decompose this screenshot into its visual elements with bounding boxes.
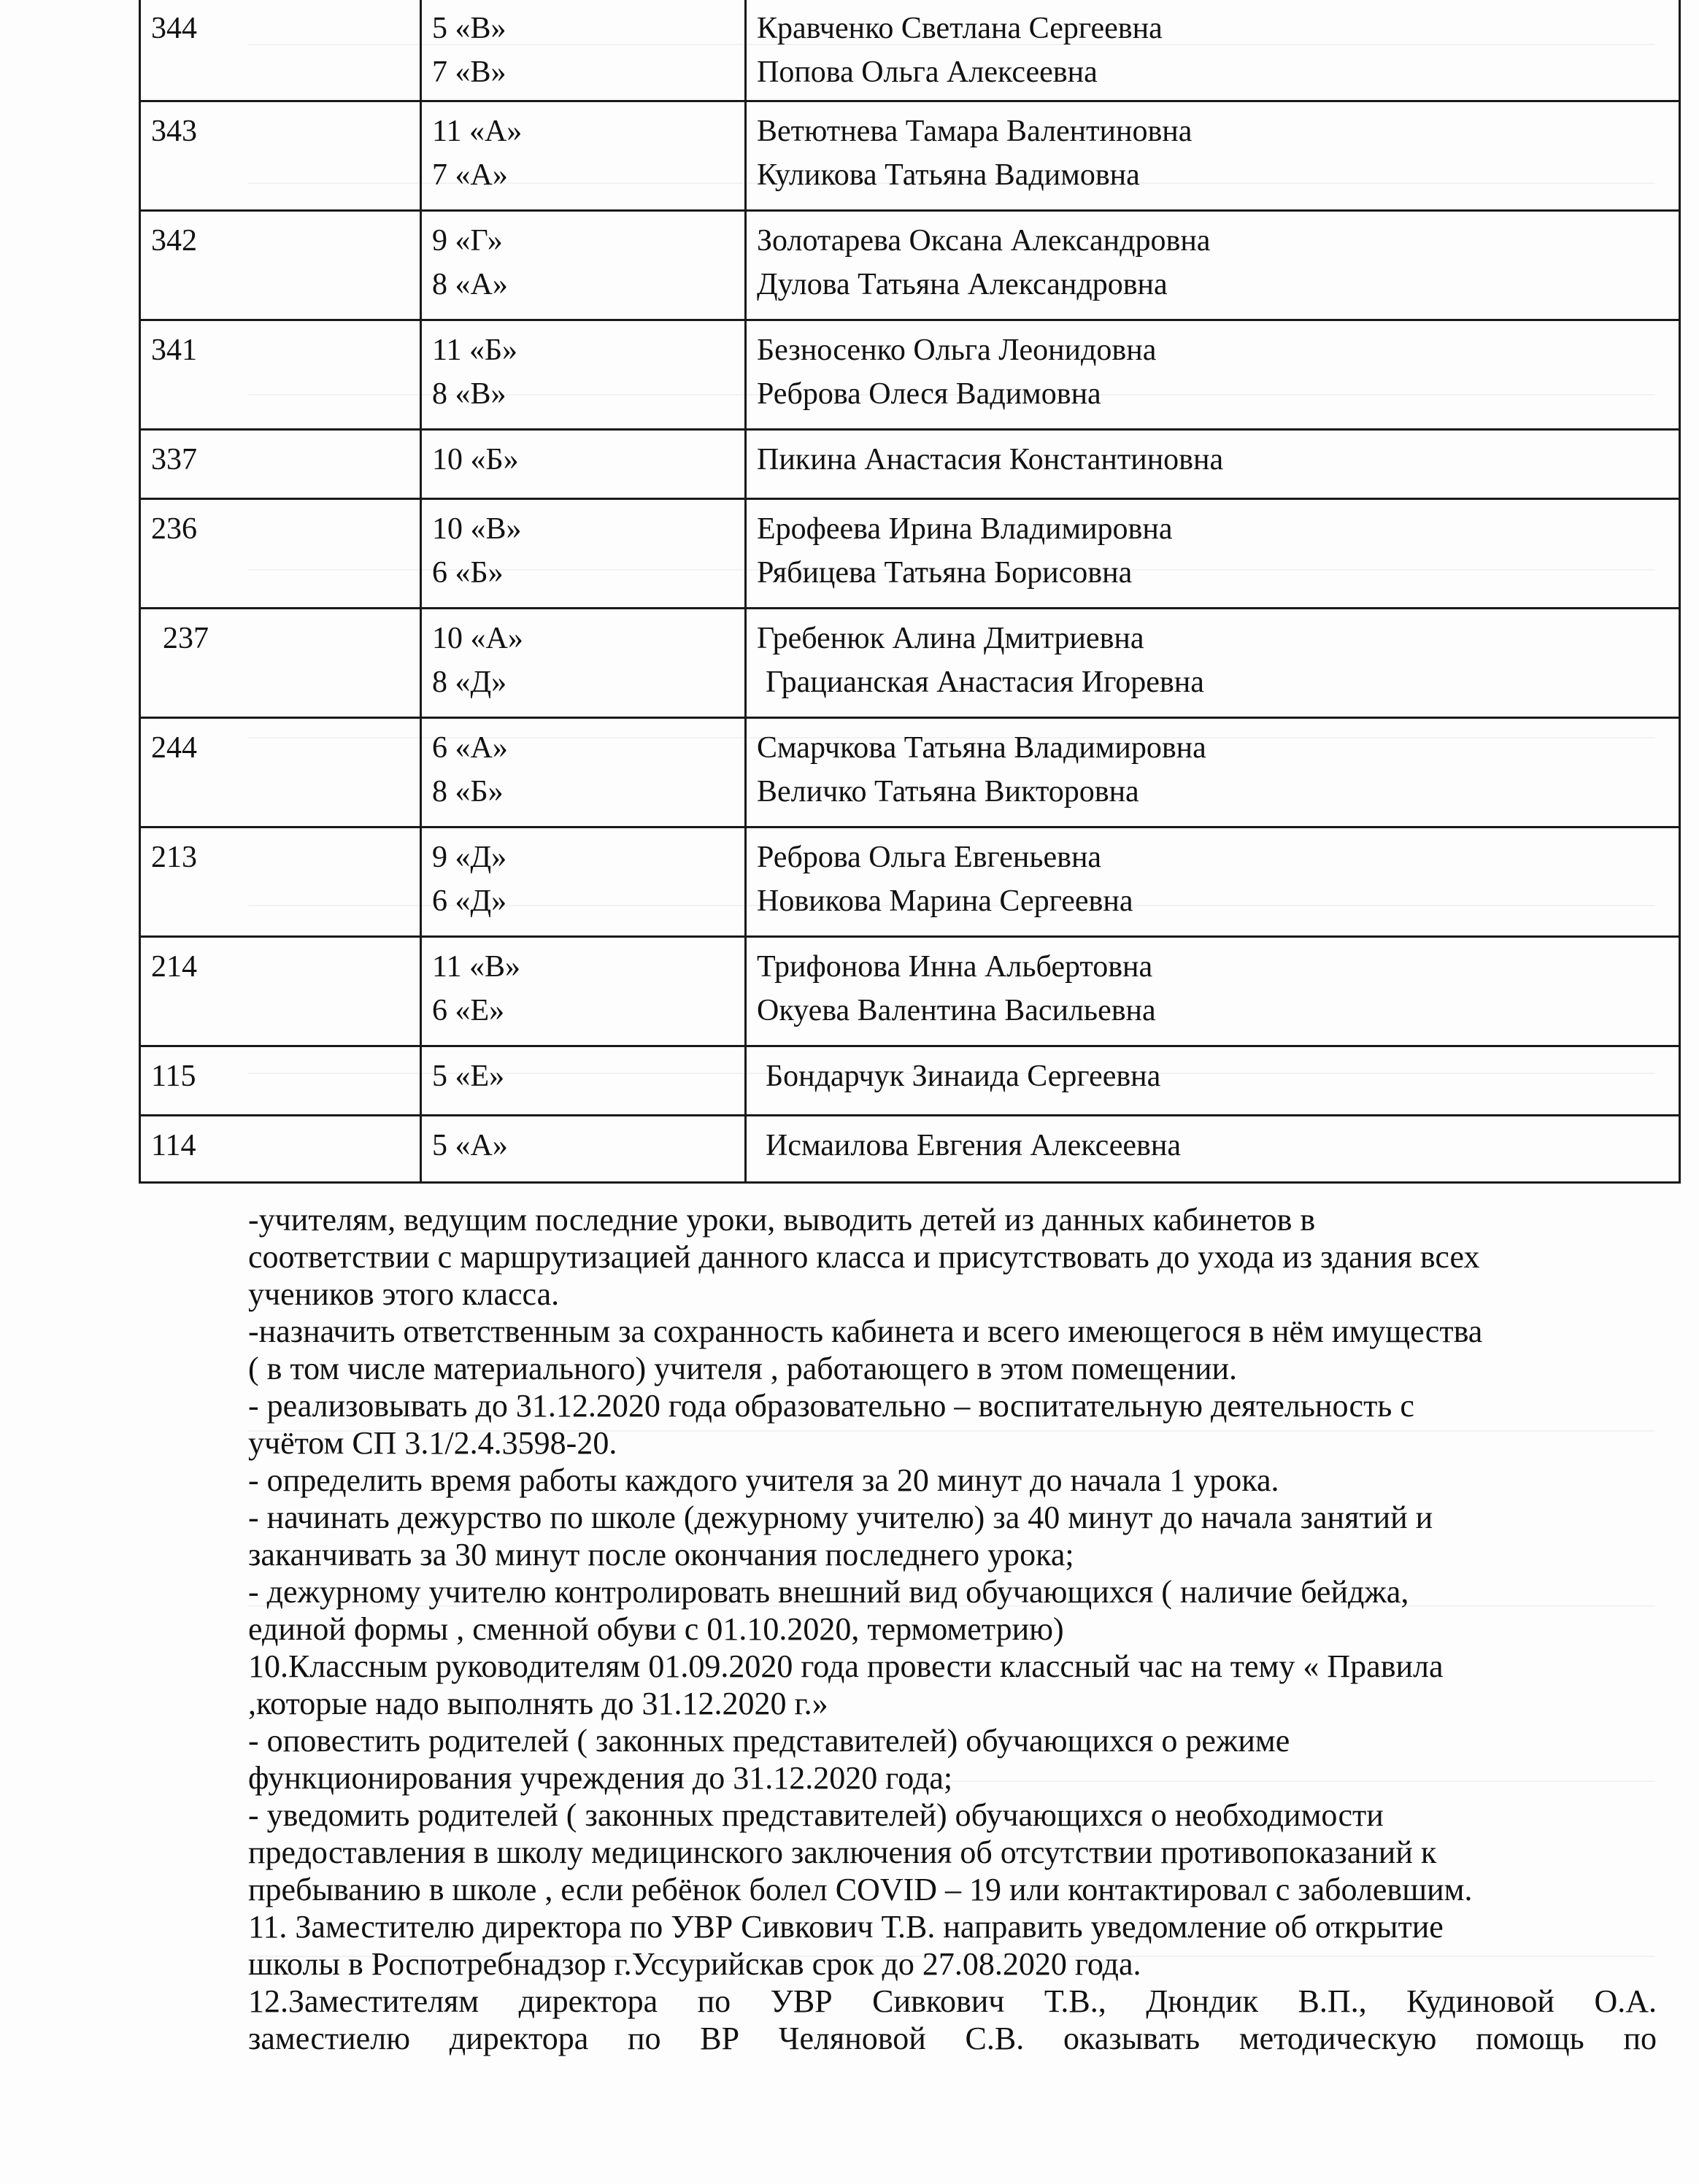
- table-row: [140, 827, 1680, 937]
- text-line: 11. Заместителю директора по УВР Сивкович Т.В. направить уведомление об открытие: [248, 1909, 1444, 1945]
- table-row: [140, 0, 1680, 101]
- class-name: 10 «А»: [432, 622, 523, 655]
- room-number: 344: [140, 0, 421, 101]
- text-line: учеников этого класса.: [248, 1276, 560, 1312]
- class-name: 11 «А»: [432, 115, 523, 148]
- table-row: [140, 1046, 1680, 1116]
- teacher-cell: [746, 827, 1680, 937]
- teacher-cell: [746, 499, 1680, 609]
- text-line: пребыванию в школе , если ребёнок болел COVID – 19 или контактировал с заболевшим.: [248, 1872, 1473, 1907]
- class-cell: [421, 101, 746, 211]
- room-number: 337: [140, 430, 421, 499]
- class-name: 11 «В»: [432, 950, 520, 984]
- class-name: 9 «Д»: [432, 841, 507, 874]
- text-line: предоставления в школу медицинского заключения об отсутствии противопоказаний к: [248, 1834, 1437, 1870]
- class-cell: [421, 937, 746, 1046]
- teacher-cell: [746, 320, 1680, 430]
- text-line: соответствии с маршрутизацией данного класса и присутствовать до ухода из здания всех: [248, 1239, 1480, 1275]
- text-line: -учителям, ведущим последние уроки, выводить детей из данных кабинетов в: [248, 1202, 1316, 1238]
- room-number: 342: [140, 211, 421, 320]
- class-name: 5 «В»: [432, 12, 506, 45]
- text-line: ( в том числе материального) учителя , работающего в этом помещении.: [248, 1351, 1238, 1386]
- table-row: [140, 718, 1680, 827]
- teacher-name: Безносенко Ольга Леонидовна: [757, 333, 1157, 367]
- class-name: 6 «Б»: [432, 556, 504, 590]
- teacher-name: Смарчкова Татьяна Владимировна: [757, 731, 1206, 765]
- room-number: 214: [140, 937, 421, 1046]
- teacher-name: Дулова Татьяна Александровна: [757, 268, 1168, 301]
- room-number: 343: [140, 101, 421, 211]
- table-row: [140, 320, 1680, 430]
- text-line: 10.Классным руководителям 01.09.2020 года провести классный час на тему « Правила: [248, 1648, 1444, 1684]
- room-number: 236: [140, 499, 421, 609]
- text-line: - оповестить родителей ( законных представителей) обучающихся о режиме: [248, 1723, 1290, 1759]
- teacher-cell: [746, 1046, 1680, 1116]
- room-number: 341: [140, 320, 421, 430]
- text-line: заместиелю директора по ВР Челяновой С.В. оказывать методическую помощь по: [248, 2021, 1657, 2056]
- table-row: [140, 609, 1680, 718]
- teacher-cell: [746, 211, 1680, 320]
- class-cell: [421, 1116, 746, 1183]
- text-line: школы в Роспотребнадзор г.Уссурийскав срок до 27.08.2020 года.: [248, 1946, 1141, 1982]
- class-name: 8 «А»: [432, 268, 508, 301]
- text-line: функционирования учреждения до 31.12.2020 года;: [248, 1760, 953, 1796]
- text-line: - уведомить родителей ( законных представителей) обучающихся о необходимости: [248, 1797, 1384, 1833]
- class-name: 9 «Г»: [432, 224, 503, 258]
- teacher-cell: [746, 101, 1680, 211]
- teacher-cell: [746, 937, 1680, 1046]
- class-cell: [421, 430, 746, 499]
- teacher-name: Куликова Татьяна Вадимовна: [757, 158, 1140, 192]
- teacher-name: Окуева Валентина Васильевна: [757, 994, 1156, 1027]
- teacher-name: Попова Ольга Алексеевна: [757, 55, 1098, 89]
- table-row: [140, 499, 1680, 609]
- teacher-name: Бондарчук Зинаида Сергеевна: [766, 1060, 1161, 1093]
- class-name: 10 «В»: [432, 512, 522, 546]
- teacher-name: Величко Татьяна Викторовна: [757, 775, 1139, 809]
- teacher-name: Реброва Ольга Евгеньевна: [757, 841, 1102, 874]
- teacher-name: Реброва Олеся Вадимовна: [757, 377, 1101, 411]
- teacher-cell: [746, 609, 1680, 718]
- teacher-cell: [746, 430, 1680, 499]
- teacher-name: Грацианская Анастасия Игоревна: [766, 665, 1204, 699]
- teacher-cell: [746, 1116, 1680, 1183]
- teacher-name: Новикова Марина Сергеевна: [757, 884, 1133, 918]
- table-row: [140, 211, 1680, 320]
- text-line: - начинать дежурство по школе (дежурному учителю) за 40 минут до начала занятий и: [248, 1500, 1433, 1535]
- text-line: - реализовывать до 31.12.2020 года образовательно – воспитательную деятельность с: [248, 1388, 1414, 1424]
- teacher-name: Рябицева Татьяна Борисовна: [757, 556, 1133, 590]
- teacher-name: Трифонова Инна Альбертовна: [757, 950, 1153, 984]
- room-number: 237: [140, 609, 421, 718]
- text-line: заканчивать за 30 минут после окончания последнего урока;: [248, 1537, 1074, 1573]
- rooms-table: [139, 0, 1681, 1184]
- class-name: 10 «Б»: [432, 443, 519, 476]
- teacher-name: Ерофеева Ирина Владимировна: [757, 512, 1173, 546]
- teacher-name: Пикина Анастасия Константиновна: [757, 443, 1224, 476]
- text-line: - определить время работы каждого учителя за 20 минут до начала 1 урока.: [248, 1462, 1279, 1498]
- room-number: 114: [140, 1116, 421, 1183]
- class-name: 8 «Б»: [432, 775, 504, 809]
- teacher-cell: [746, 0, 1680, 101]
- class-cell: [421, 0, 746, 101]
- text-line: ,которые надо выполнять до 31.12.2020 г.»: [248, 1686, 828, 1721]
- class-name: 6 «А»: [432, 731, 508, 765]
- teacher-cell: [746, 718, 1680, 827]
- teacher-name: Гребенюк Алина Дмитриевна: [757, 622, 1144, 655]
- class-cell: [421, 827, 746, 937]
- class-name: 5 «А»: [432, 1129, 508, 1162]
- class-name: 8 «Д»: [432, 665, 507, 699]
- class-cell: [421, 499, 746, 609]
- room-number: 115: [140, 1046, 421, 1116]
- class-name: 11 «Б»: [432, 333, 518, 367]
- room-number: 213: [140, 827, 421, 937]
- table-row: [140, 430, 1680, 499]
- class-name: 8 «В»: [432, 377, 506, 411]
- class-name: 6 «Д»: [432, 884, 507, 918]
- table-row: [140, 937, 1680, 1046]
- class-cell: [421, 211, 746, 320]
- teacher-name: Ветютнева Тамара Валентиновна: [757, 115, 1193, 148]
- text-line: единой формы , сменной обуви с 01.10.2020, термометрию): [248, 1611, 1064, 1647]
- class-cell: [421, 1046, 746, 1116]
- class-name: 7 «А»: [432, 158, 508, 192]
- class-cell: [421, 320, 746, 430]
- teacher-name: Золотарева Оксана Александровна: [757, 224, 1211, 258]
- class-cell: [421, 718, 746, 827]
- table-row: [140, 1116, 1680, 1183]
- teacher-name: Исмаилова Евгения Алексеевна: [766, 1129, 1182, 1162]
- text-line: учётом СП 3.1/2.4.3598-20.: [248, 1425, 617, 1461]
- class-name: 7 «В»: [432, 55, 506, 89]
- class-cell: [421, 609, 746, 718]
- class-name: 5 «Е»: [432, 1060, 505, 1093]
- room-number: 244: [140, 718, 421, 827]
- teacher-name: Кравченко Светлана Сергеевна: [757, 12, 1163, 45]
- text-line: -назначить ответственным за сохранность кабинета и всего имеющегося в нём имущества: [248, 1313, 1483, 1349]
- text-line: 12.Заместителям директора по УВР Сивкович Т.В., Дюндик В.П., Кудиновой О.А.: [248, 1983, 1657, 2019]
- body-text: [248, 1201, 1657, 2057]
- text-line: - дежурному учителю контролировать внешний вид обучающихся ( наличие бейджа,: [248, 1574, 1409, 1610]
- table-row: [140, 101, 1680, 211]
- class-name: 6 «Е»: [432, 994, 505, 1027]
